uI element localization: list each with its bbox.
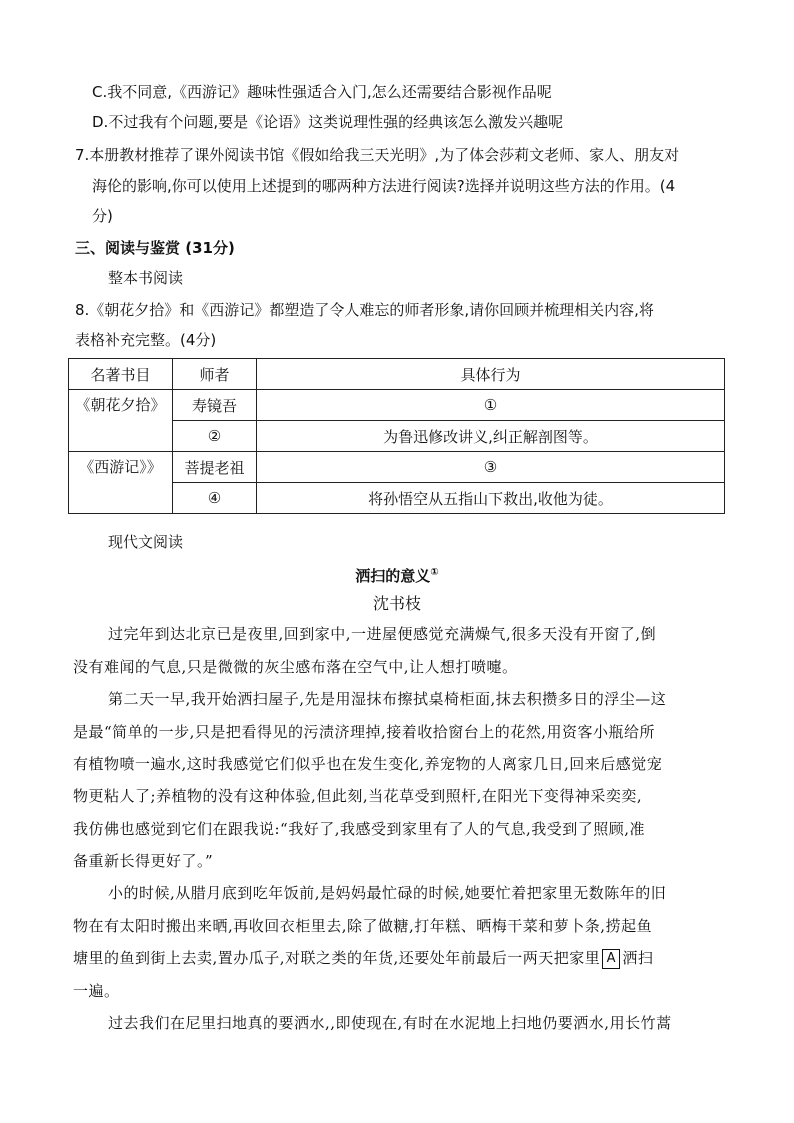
essay-line: 第二天一早,我开始洒扫屋子,先是用湿抹布擦拭桌椅柜面,抹去积攒多日的浮尘—这: [108, 690, 667, 708]
table-header: 师者: [173, 359, 257, 390]
section-sub-whole-book: 整本书阅读: [108, 269, 184, 287]
essay-line: 有植物喷一遍水,这时我感觉它们似乎也在发生变化,养宠物的人离家几日,回来后感觉宠: [73, 755, 663, 773]
table-cell-teacher: ②: [173, 421, 257, 452]
essay-title: [0, 563, 794, 586]
table-cell-action: ①: [257, 390, 725, 421]
essay-line: 物在有太阳时搬出来晒,再收回衣柜里去,除了做糖,打年糕、晒梅干菜和萝卜条,捞起鱼: [73, 917, 653, 935]
essay-author: 沈书枝: [372, 594, 421, 613]
essay-line: 小的时候,从腊月底到吃年饭前,是妈妈最忙碌的时候,她要忙着把家里无数陈年的旧: [108, 884, 667, 902]
essay-title-text: 洒扫的意义: [355, 567, 431, 585]
option-c: C.我不同意,《西游记》趣味性强适合入门,怎么还需要结合影视作品呢: [92, 83, 552, 101]
essay-line: 物更粘人了;养植物的没有这种体验,但此刻,当花草受到照杆,在阳光下变得神采奕奕,: [73, 787, 643, 805]
table-cell-teacher: 菩提老祖: [173, 452, 257, 483]
question-8-line1: 8.《朝花夕拾》和《西游记》都塑造了令人难忘的师者形象,请你回顾并梳理相关内容,将: [75, 301, 654, 319]
table-cell-teacher: 寿镜吾: [173, 390, 257, 421]
option-d: D.不过我有个问题,要是《论语》这类说理性强的经典该怎么激发兴趣呢: [92, 113, 564, 131]
table-cell-action: 为鲁迅修改讲义,纠正解剖图等。: [257, 421, 725, 452]
essay-line: 一遍。: [73, 982, 120, 1000]
essay-line: 没有难闻的气息,只是微微的灰尘感布落在空气中,让人想打喷嚏。: [73, 658, 518, 676]
essay-line: 我仿佛也感觉到它们在跟我说:“我好了,我感受到家里有了人的气息,我受到了照顾,准: [73, 820, 646, 838]
essay-title-footnote: ①: [430, 567, 439, 578]
essay-line: [73, 948, 698, 969]
table-cell-teacher: ④: [173, 483, 257, 514]
essay-line: 是最“简单的一步,只是把看得见的污渍济理掉,接着收拾窗台上的花然,用资客小瓶给所: [73, 723, 655, 741]
table-cell-book: 《西游记》》: [69, 452, 173, 514]
essay-line: 过完年到达北京已是夜里,回到家中,一进屋便感觉充满燥气,很多天没有开窗了,倒: [108, 625, 657, 643]
table-row: [69, 390, 725, 421]
section-3-title: 三、阅读与鉴赏 (31分): [75, 239, 235, 257]
question-7-line3: 分): [92, 207, 113, 225]
essay-line-text: 塘里的鱼到街上去卖,置办瓜子,对联之类的年货,还要处年前最后一两天把家里: [73, 949, 601, 967]
essay-line: 过去我们在尼里扫地真的要洒水,,即使现在,有时在水泥地上扫地仍要洒水,用长竹蒿: [108, 1014, 672, 1032]
table-cell-action: 将孙悟空从五指山下救出,收他为徒。: [257, 483, 725, 514]
table-row: [69, 452, 725, 483]
table-header: 具体行为: [257, 359, 725, 390]
blank-box-a: A: [602, 949, 620, 969]
table-cell-book: 《朝花夕拾》: [69, 390, 173, 452]
essay-line-text: 洒扫: [622, 949, 654, 967]
table-header: 名著书目: [69, 359, 173, 390]
question-7-line2: 海伦的影响,你可以使用上述提到的哪两种方法进行阅读?选择并说明这些方法的作用。(4: [92, 177, 676, 195]
question-7-line1: 7.本册教材推荐了课外阅读书馆《假如给我三天光明》,为了体会莎莉文老师、家人、朋友对: [75, 146, 680, 164]
section-sub-modern-reading: 现代文阅读: [108, 533, 184, 551]
table-cell-action: ③: [257, 452, 725, 483]
question-8-line2: 表格补充完整。(4分): [75, 331, 217, 349]
book-table: [68, 358, 725, 514]
essay-line: 备重新长得更好了。”: [73, 852, 214, 870]
table-header-row: [69, 359, 725, 390]
